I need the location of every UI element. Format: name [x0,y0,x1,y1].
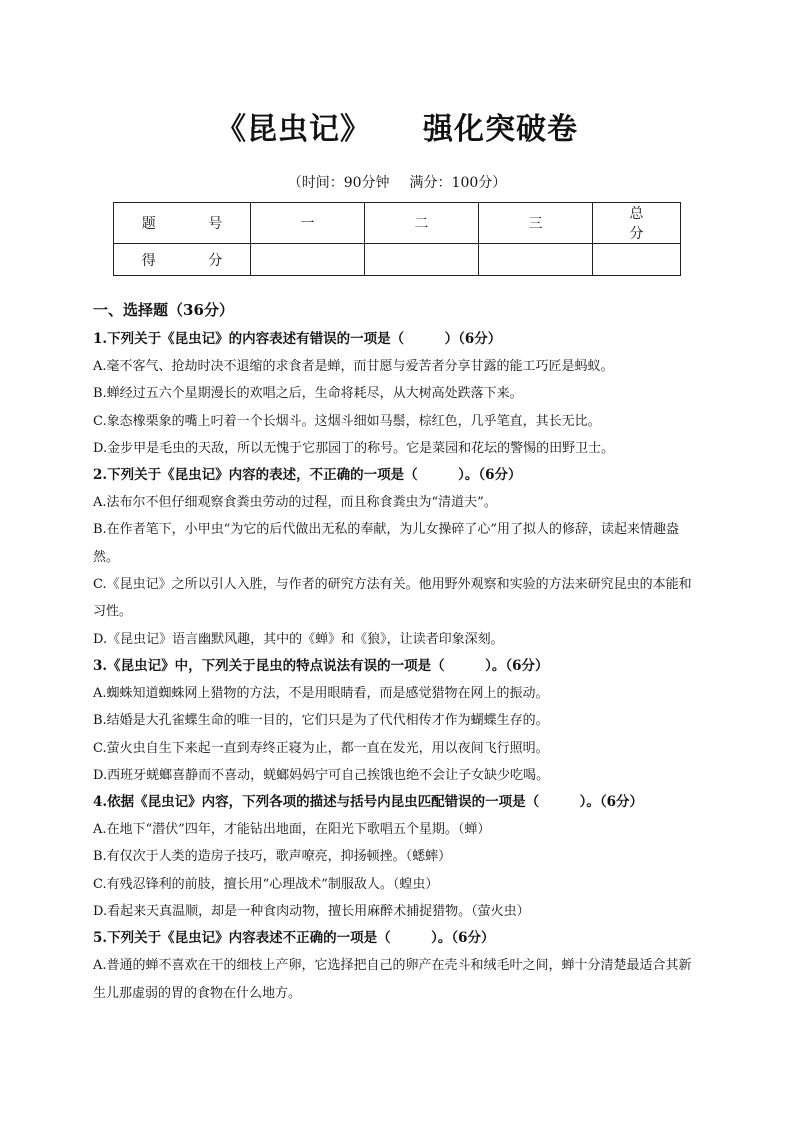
question-option: A.毫不客气、抢劫时决不退缩的求食者是蝉，而甘愿与爱苦者分享甘露的能工巧匠是蚂蚁。 [93,359,614,374]
question-stem: 4.依据《昆虫记》内容，下列各项的描述与括号内昆虫匹配错误的一项是（ ）。（6分） [93,794,643,811]
exam-full-score: 满分：100分） [409,175,507,191]
question-stem: 3.《昆虫记》中，下列关于昆虫的特点说法有误的一项是（ ）。（6分） [93,657,549,674]
question-option: C.萤火虫自生下来起一直到寿终正寝为止，都一直在发光，用以夜间飞行照明。 [93,740,549,756]
question-option: C.有残忍锋利的前肢，擅长用“心理战术”制服敌人。（蝗虫） [93,876,439,892]
question-option: B.结婚是大孔雀蝶生命的唯一目的，它们只是为了代代相传才作为蝴蝶生存的。 [93,713,549,729]
question-option: D.金步甲是毛虫的天敌，所以无愧于它那园丁的称号。它是菜园和花坛的警惕的田野卫士。 [93,440,615,456]
question-5 [93,925,698,1007]
question-option: B.蝉经过五六个星期漫长的欢唱之后，生命将耗尽，从大树高处跌落下来。 [93,386,523,402]
section-heading: 一、选择题（36分） [93,301,234,319]
score-header-cell: 总 分 [593,203,681,244]
question-option: D.西班牙蜣螂喜静而不喜动，蜣螂妈妈宁可自己挨饿也绝不会让子女缺少吃喝。 [93,767,550,783]
question-option: C.象态橡栗象的嘴上叼着一个长烟斗。这烟斗细如马鬃，棕红色，几乎笔直，其长无比。 [93,413,601,429]
question-option: C.《昆虫记》之所以引人入胜，与作者的研究方法有关。他用野外观察和实验的方法来研究昆虫的本能和习性。 [93,577,692,620]
score-row-label: 得 分 [114,244,251,276]
score-header-cell: 二 [365,203,479,244]
score-header-cell: 三 [479,203,593,244]
question-option: A.普通的蝉不喜欢在干的细枝上产卵，它选择把自己的卵产在壳斗和绒毛叶之间，蝉十分清楚最适合其新生儿那虚弱的胃的食物在什么地方。 [93,958,692,1001]
title-book-name: 《昆虫记》 [216,112,371,147]
exam-time: （时间：90分钟 [287,175,390,191]
score-table [113,202,681,276]
score-cell-3[interactable] [479,244,593,276]
question-option: A.法布尔不但仔细观察食粪虫劳动的过程，而且称食粪虫为“清道夫”。 [93,495,497,511]
question-option: B.有仅次于人类的造房子技巧，歌声嘹亮，抑扬顿挫。（蟋蟀） [93,849,452,865]
question-4 [93,789,698,925]
question-option: B.在作者笔下，小甲虫“为它的后代做出无私的奉献，为儿女操碎了心”用了拟人的修辞，读起来情趣盎然。 [93,522,679,565]
score-cell-1[interactable] [251,244,365,276]
score-cell-2[interactable] [365,244,479,276]
question-2 [93,462,698,653]
score-cell-total[interactable] [593,244,681,276]
question-1 [93,326,698,462]
question-stem: 5.下列关于《昆虫记》内容表述不正确的一项是（ ）。（6分） [93,930,495,947]
score-header-cell: 题 号 [114,203,251,244]
page-title [0,104,794,148]
question-option: A.蜘蛛知道蜘蛛网上猎物的方法，不是用眼睛看，而是感觉猎物在网上的振动。 [93,685,549,701]
title-exam-name: 强化突破卷 [423,112,578,147]
score-table-header-row [114,203,681,244]
question-option: A.在地下“潜伏”四年，才能钻出地面，在阳光下歌唱五个星期。（蝉） [93,822,491,838]
score-table-score-row [114,244,681,276]
exam-info [0,172,794,192]
question-stem: 2.下列关于《昆虫记》内容的表述，不正确的一项是（ ）。（6分） [93,467,522,484]
score-header-cell: 一 [251,203,365,244]
question-stem: 1.下列关于《昆虫记》的内容表述有错误的一项是（ ）（6分） [93,331,502,347]
question-option: D.《昆虫记》语言幽默风趣，其中的《蝉》和《狼》，让读者印象深刻。 [93,631,504,647]
question-list [93,326,698,1007]
question-option: D.看起来天真温顺，却是一种食肉动物，擅长用麻醉术捕捉猎物。（萤火虫） [93,904,530,920]
question-3 [93,653,698,789]
